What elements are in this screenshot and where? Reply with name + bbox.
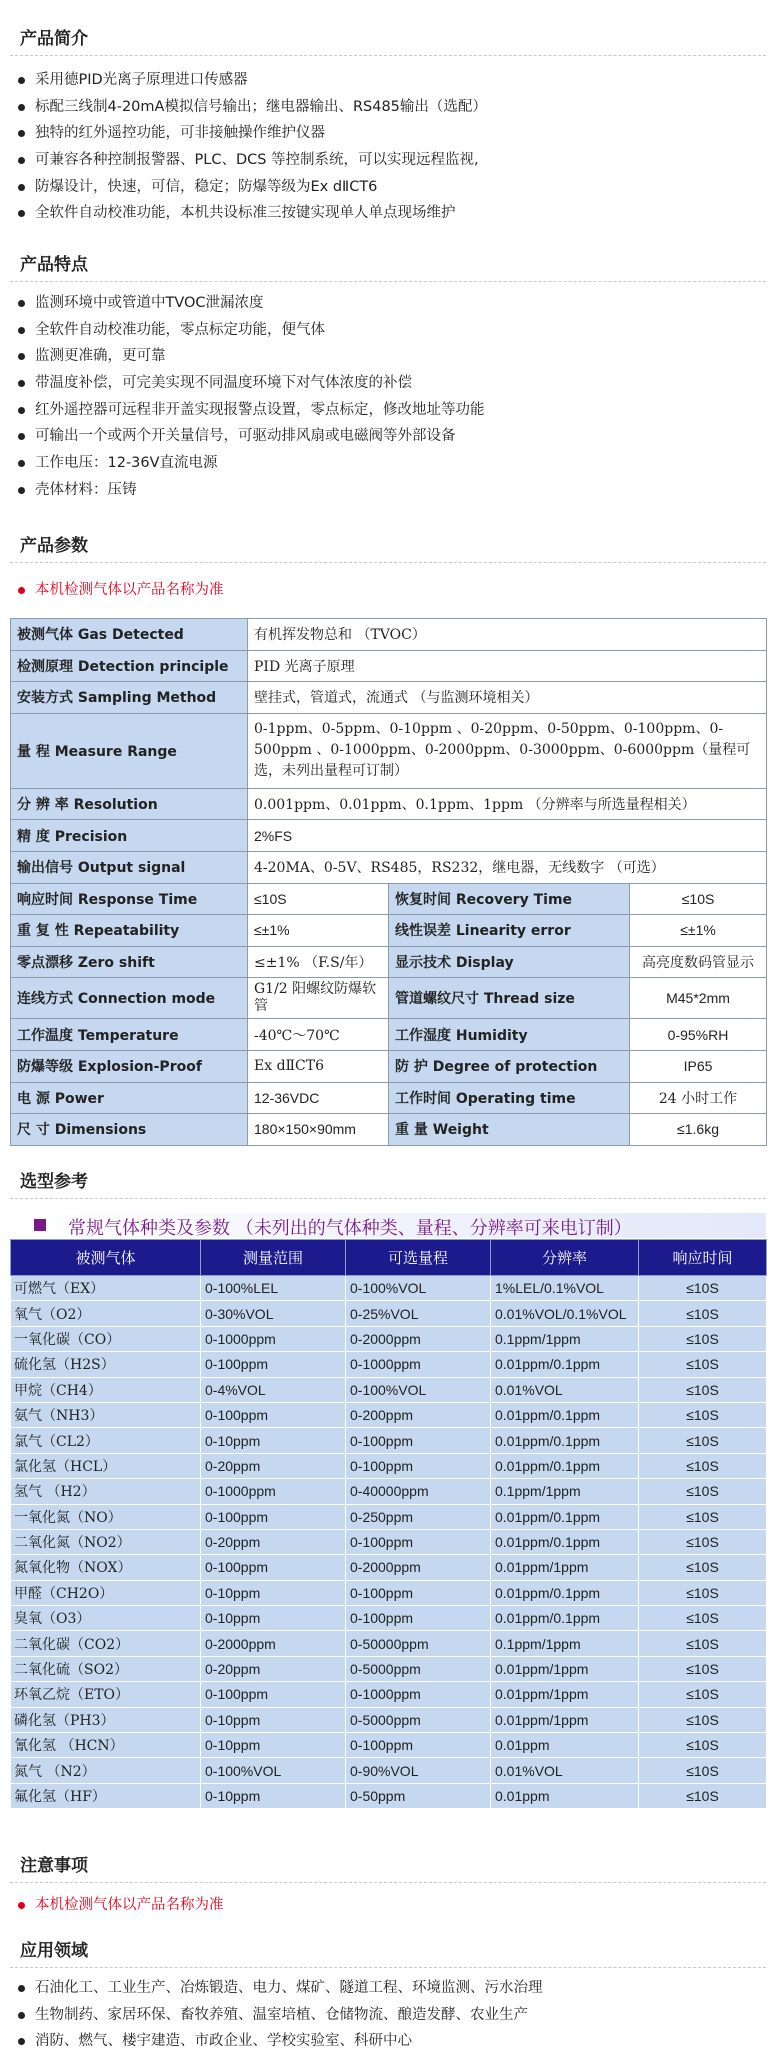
list-item: 全软件自动校准功能，本机共设标准三按键实现单人单点现场维护 (18, 200, 487, 227)
resolution-cell: 0.01ppm/0.1ppm (491, 1402, 639, 1427)
resolution-cell: 0.01ppm/0.1ppm (491, 1428, 639, 1453)
table-row (11, 1758, 767, 1783)
param-label: 防 护 Degree of protection (389, 1050, 630, 1082)
section-divider (10, 281, 766, 282)
gas-name-cell: 甲醛（CH2O） (11, 1580, 201, 1605)
resolution-cell: 0.01ppm/0.1ppm (491, 1580, 639, 1605)
table-row (11, 1301, 767, 1326)
gas-table-body (11, 1276, 767, 1809)
param-value: 2%FS (248, 820, 767, 852)
gas-name-cell: 一氧化碳（CO） (11, 1326, 201, 1351)
optional-range-cell: 0-2000ppm (346, 1326, 491, 1351)
gas-name-cell: 二氧化氮（NO2） (11, 1529, 201, 1554)
optional-range-cell: 0-25%VOL (346, 1301, 491, 1326)
gas-name-cell: 硫化氢（H2S） (11, 1352, 201, 1377)
table-row (11, 1453, 767, 1478)
selection-title: 选型参考 (20, 1172, 88, 1192)
response-time-cell: ≤10S (639, 1479, 767, 1504)
table-row (11, 1428, 767, 1453)
param-label: 尺 寸 Dimensions (11, 1114, 248, 1146)
params-note: 本机检测气体以产品名称为准 (18, 577, 224, 604)
resolution-cell: 0.01ppm (491, 1783, 639, 1808)
optional-range-cell: 0-200ppm (346, 1402, 491, 1427)
measure-range-cell: 0-100%VOL (201, 1758, 346, 1783)
application-list (18, 1975, 543, 2055)
gas-name-cell: 甲烷（CH4） (11, 1377, 201, 1402)
list-item: 独特的红外遥控功能，可非接触操作维护仪器 (18, 120, 487, 147)
list-item: 可兼容各种控制报警器、PLC、DCS 等控制系统，可以实现远程监视, (18, 147, 487, 174)
response-time-cell: ≤10S (639, 1656, 767, 1681)
param-label: 线性误差 Linearity error (389, 915, 630, 947)
response-time-cell: ≤10S (639, 1707, 767, 1732)
list-item: 壳体材料：压铸 (18, 477, 485, 504)
param-value: 0.001ppm、0.01ppm、0.1ppm、1ppm （分辨率与所选量程相关） (248, 788, 767, 820)
selection-banner (10, 1213, 766, 1238)
list-item: 工作电压：12-36V直流电源 (18, 450, 485, 477)
notice-title: 注意事项 (20, 1856, 88, 1876)
table-row (11, 1276, 767, 1301)
table-row (11, 1555, 767, 1580)
response-time-cell: ≤10S (639, 1606, 767, 1631)
param-label: 电 源 Power (11, 1082, 248, 1114)
param-label: 重 复 性 Repeatability (11, 915, 248, 947)
gas-name-cell: 氯气（CL2） (11, 1428, 201, 1453)
application-title: 应用领域 (20, 1941, 88, 1961)
intro-list (18, 67, 487, 227)
list-item: 红外遥控器可远程非开盖实现报警点设置，零点标定，修改地址等功能 (18, 397, 485, 424)
param-value: 24 小时工作 (630, 1082, 767, 1114)
measure-range-cell: 0-10ppm (201, 1580, 346, 1605)
optional-range-cell: 0-90%VOL (346, 1758, 491, 1783)
table-row (11, 1682, 767, 1707)
optional-range-cell: 0-5000ppm (346, 1656, 491, 1681)
list-item: 本机检测气体以产品名称为准 (18, 1892, 224, 1919)
param-label: 工作湿度 Humidity (389, 1019, 630, 1051)
gas-name-cell: 氢气 （H2） (11, 1479, 201, 1504)
param-value: 0-95%RH (630, 1019, 767, 1051)
optional-range-cell: 0-1000ppm (346, 1352, 491, 1377)
resolution-cell: 0.01%VOL (491, 1377, 639, 1402)
optional-range-cell: 0-2000ppm (346, 1555, 491, 1580)
table-row (11, 1707, 767, 1732)
gas-table-header-row (11, 1240, 767, 1276)
param-label: 量 程 Measure Range (11, 713, 248, 788)
param-value: 壁挂式，管道式，流通式 （与监测环境相关） (248, 682, 767, 714)
section-divider (10, 1198, 766, 1199)
table-row (11, 1504, 767, 1529)
param-value: ≤±1% （F.S/年） (248, 946, 389, 978)
response-time-cell: ≤10S (639, 1529, 767, 1554)
param-value: 高亮度数码管显示 (630, 946, 767, 978)
response-time-cell: ≤10S (639, 1758, 767, 1783)
measure-range-cell: 0-100ppm (201, 1352, 346, 1377)
list-item: 石油化工、工业生产、冶炼锻造、电力、煤矿、隧道工程、环境监测、污水治理 (18, 1975, 543, 2002)
gas-table-header: 分辨率 (491, 1240, 639, 1276)
param-value: 4-20MA、0-5V、RS485，RS232，继电器，无线数字 （可选） (248, 851, 767, 883)
list-item: 采用德PID光离子原理进口传感器 (18, 67, 487, 94)
param-label: 恢复时间 Recovery Time (389, 883, 630, 915)
measure-range-cell: 0-1000ppm (201, 1479, 346, 1504)
gas-table-header: 被测气体 (11, 1240, 201, 1276)
param-value: ≤10S (630, 883, 767, 915)
gas-name-cell: 氟化氢（HF） (11, 1783, 201, 1808)
measure-range-cell: 0-100%LEL (201, 1276, 346, 1301)
list-item: 全软件自动校准功能，零点标定功能，便气体 (18, 317, 485, 344)
response-time-cell: ≤10S (639, 1580, 767, 1605)
resolution-cell: 0.01ppm/1ppm (491, 1707, 639, 1732)
gas-name-cell: 氮氧化物（NOX） (11, 1555, 201, 1580)
resolution-cell: 0.01%VOL (491, 1758, 639, 1783)
param-value: ≤1.6kg (630, 1114, 767, 1146)
gas-table-header: 可选量程 (346, 1240, 491, 1276)
measure-range-cell: 0-20ppm (201, 1656, 346, 1681)
measure-range-cell: 0-10ppm (201, 1733, 346, 1758)
list-item: 消防、燃气、楼宇建造、市政企业、学校实验室、科研中心 (18, 2028, 543, 2055)
optional-range-cell: 0-40000ppm (346, 1479, 491, 1504)
features-title: 产品特点 (20, 255, 88, 275)
param-label: 安装方式 Sampling Method (11, 682, 248, 714)
table-row (11, 1529, 767, 1554)
measure-range-cell: 0-10ppm (201, 1707, 346, 1732)
response-time-cell: ≤10S (639, 1504, 767, 1529)
list-item: 监测环境中或管道中TVOC泄漏浓度 (18, 290, 485, 317)
optional-range-cell: 0-100ppm (346, 1453, 491, 1478)
measure-range-cell: 0-100ppm (201, 1402, 346, 1427)
param-value: G1/2 阳螺纹防爆软管 (248, 978, 389, 1019)
param-label: 零点漂移 Zero shift (11, 946, 248, 978)
table-row (11, 1783, 767, 1808)
param-value: PID 光离子原理 (248, 650, 767, 682)
resolution-cell: 0.1ppm/1ppm (491, 1631, 639, 1656)
table-row (11, 1580, 767, 1605)
param-value: 12-36VDC (248, 1082, 389, 1114)
param-value: 有机挥发物总和 （TVOC） (248, 619, 767, 651)
section-divider (10, 1882, 766, 1883)
gas-name-cell: 氮气 （N2） (11, 1758, 201, 1783)
optional-range-cell: 0-100%VOL (346, 1276, 491, 1301)
resolution-cell: 0.01ppm/0.1ppm (491, 1453, 639, 1478)
table-row (11, 1631, 767, 1656)
table-row (11, 1352, 767, 1377)
param-value: -40℃～70℃ (248, 1019, 389, 1051)
optional-range-cell: 0-100%VOL (346, 1377, 491, 1402)
table-row (11, 1733, 767, 1758)
param-value: IP65 (630, 1050, 767, 1082)
parameter-table (10, 618, 767, 1146)
gas-table-header: 测量范围 (201, 1240, 346, 1276)
param-label: 输出信号 Output signal (11, 851, 248, 883)
response-time-cell: ≤10S (639, 1733, 767, 1758)
resolution-cell: 0.01ppm (491, 1733, 639, 1758)
param-label: 响应时间 Response Time (11, 883, 248, 915)
resolution-cell: 0.1ppm/1ppm (491, 1479, 639, 1504)
measure-range-cell: 0-4%VOL (201, 1377, 346, 1402)
param-label: 检测原理 Detection principle (11, 650, 248, 682)
gas-name-cell: 环氧乙烷（ETO） (11, 1682, 201, 1707)
param-label: 精 度 Precision (11, 820, 248, 852)
square-bullet-icon (34, 1219, 46, 1231)
param-value: 180×150×90mm (248, 1114, 389, 1146)
gas-name-cell: 氨气（NH3） (11, 1402, 201, 1427)
optional-range-cell: 0-100ppm (346, 1606, 491, 1631)
optional-range-cell: 0-50000ppm (346, 1631, 491, 1656)
gas-name-cell: 可燃气（EX） (11, 1276, 201, 1301)
list-item: 带温度补偿，可完美实现不同温度环境下对气体浓度的补偿 (18, 370, 485, 397)
response-time-cell: ≤10S (639, 1631, 767, 1656)
param-label: 显示技术 Display (389, 946, 630, 978)
response-time-cell: ≤10S (639, 1682, 767, 1707)
gas-name-cell: 氯化氢（HCL） (11, 1453, 201, 1478)
section-divider (10, 562, 766, 563)
list-item: 可输出一个或两个开关量信号，可驱动排风扇或电磁阀等外部设备 (18, 423, 485, 450)
table-row (11, 1377, 767, 1402)
resolution-cell: 0.01ppm/0.1ppm (491, 1606, 639, 1631)
params-title: 产品参数 (20, 536, 88, 556)
param-label: 分 辨 率 Resolution (11, 788, 248, 820)
resolution-cell: 0.01ppm/1ppm (491, 1656, 639, 1681)
measure-range-cell: 0-2000ppm (201, 1631, 346, 1656)
gas-name-cell: 氧气（O2） (11, 1301, 201, 1326)
gas-name-cell: 二氧化硫（SO2） (11, 1656, 201, 1681)
measure-range-cell: 0-10ppm (201, 1783, 346, 1808)
intro-title: 产品简介 (20, 29, 88, 49)
response-time-cell: ≤10S (639, 1301, 767, 1326)
list-item: 生物制药、家居环保、畜牧养殖、温室培植、仓储物流、酿造发酵、农业生产 (18, 2002, 543, 2029)
measure-range-cell: 0-20ppm (201, 1529, 346, 1554)
param-label: 被测气体 Gas Detected (11, 619, 248, 651)
optional-range-cell: 0-50ppm (346, 1783, 491, 1808)
measure-range-cell: 0-100ppm (201, 1504, 346, 1529)
resolution-cell: 0.1ppm/1ppm (491, 1326, 639, 1351)
optional-range-cell: 0-100ppm (346, 1733, 491, 1758)
gas-name-cell: 臭氧（O3） (11, 1606, 201, 1631)
response-time-cell: ≤10S (639, 1352, 767, 1377)
response-time-cell: ≤10S (639, 1783, 767, 1808)
param-value: ≤±1% (630, 915, 767, 947)
response-time-cell: ≤10S (639, 1276, 767, 1301)
param-label: 重 量 Weight (389, 1114, 630, 1146)
list-item: 防爆设计，快速，可信，稳定；防爆等级为Ex dⅡCT6 (18, 174, 487, 201)
measure-range-cell: 0-30%VOL (201, 1301, 346, 1326)
notice-list (18, 1892, 224, 1919)
table-row (11, 1479, 767, 1504)
gas-name-cell: 磷化氢（PH3） (11, 1707, 201, 1732)
gas-selection-table (10, 1239, 767, 1809)
measure-range-cell: 0-1000ppm (201, 1326, 346, 1351)
optional-range-cell: 0-5000ppm (346, 1707, 491, 1732)
list-item: 标配三线制4-20mA模拟信号输出；继电器输出、RS485输出（选配） (18, 94, 487, 121)
param-label: 工作时间 Operating time (389, 1082, 630, 1114)
resolution-cell: 0.01ppm/0.1ppm (491, 1529, 639, 1554)
measure-range-cell: 0-100ppm (201, 1682, 346, 1707)
resolution-cell: 0.01%VOL/0.1%VOL (491, 1301, 639, 1326)
response-time-cell: ≤10S (639, 1555, 767, 1580)
response-time-cell: ≤10S (639, 1453, 767, 1478)
measure-range-cell: 0-20ppm (201, 1453, 346, 1478)
optional-range-cell: 0-1000ppm (346, 1682, 491, 1707)
table-row (11, 1326, 767, 1351)
resolution-cell: 1%LEL/0.1%VOL (491, 1276, 639, 1301)
param-value: ≤±1% (248, 915, 389, 947)
response-time-cell: ≤10S (639, 1377, 767, 1402)
optional-range-cell: 0-250ppm (346, 1504, 491, 1529)
param-label: 工作温度 Temperature (11, 1019, 248, 1051)
gas-name-cell: 氰化氢 （HCN） (11, 1733, 201, 1758)
section-divider (10, 55, 766, 56)
table-row (11, 1606, 767, 1631)
resolution-cell: 0.01ppm/0.1ppm (491, 1352, 639, 1377)
gas-name-cell: 一氧化氮（NO） (11, 1504, 201, 1529)
response-time-cell: ≤10S (639, 1326, 767, 1351)
param-value: M45*2mm (630, 978, 767, 1019)
param-value: Ex dⅡCT6 (248, 1050, 389, 1082)
table-row (11, 1402, 767, 1427)
params-note-list (18, 577, 224, 604)
measure-range-cell: 0-100ppm (201, 1555, 346, 1580)
resolution-cell: 0.01ppm/0.1ppm (491, 1504, 639, 1529)
param-value: 0-1ppm、0-5ppm、0-10ppm 、0-20ppm、0-50ppm、0-100ppm、0-500ppm 、0-1000ppm、0-2000ppm、0-3000ppm、0-6000ppm（量程可选，未列出量程可订制） (248, 713, 767, 788)
response-time-cell: ≤10S (639, 1428, 767, 1453)
measure-range-cell: 0-10ppm (201, 1606, 346, 1631)
features-list (18, 290, 485, 504)
optional-range-cell: 0-100ppm (346, 1580, 491, 1605)
measure-range-cell: 0-10ppm (201, 1428, 346, 1453)
resolution-cell: 0.01ppm/1ppm (491, 1555, 639, 1580)
table-row (11, 1656, 767, 1681)
param-label: 防爆等级 Explosion-Proof (11, 1050, 248, 1082)
param-value: ≤10S (248, 883, 389, 915)
optional-range-cell: 0-100ppm (346, 1529, 491, 1554)
optional-range-cell: 0-100ppm (346, 1428, 491, 1453)
gas-table-header: 响应时间 (639, 1240, 767, 1276)
list-item: 监测更准确，更可靠 (18, 343, 485, 370)
param-label: 管道螺纹尺寸 Thread size (389, 978, 630, 1019)
response-time-cell: ≤10S (639, 1402, 767, 1427)
param-label: 连线方式 Connection mode (11, 978, 248, 1019)
resolution-cell: 0.01ppm/1ppm (491, 1682, 639, 1707)
gas-name-cell: 二氧化碳（CO2） (11, 1631, 201, 1656)
section-divider (10, 1967, 766, 1968)
selection-banner-text: 常规气体种类及参数 （未列出的气体种类、量程、分辨率可来电订制） (68, 1218, 632, 1239)
